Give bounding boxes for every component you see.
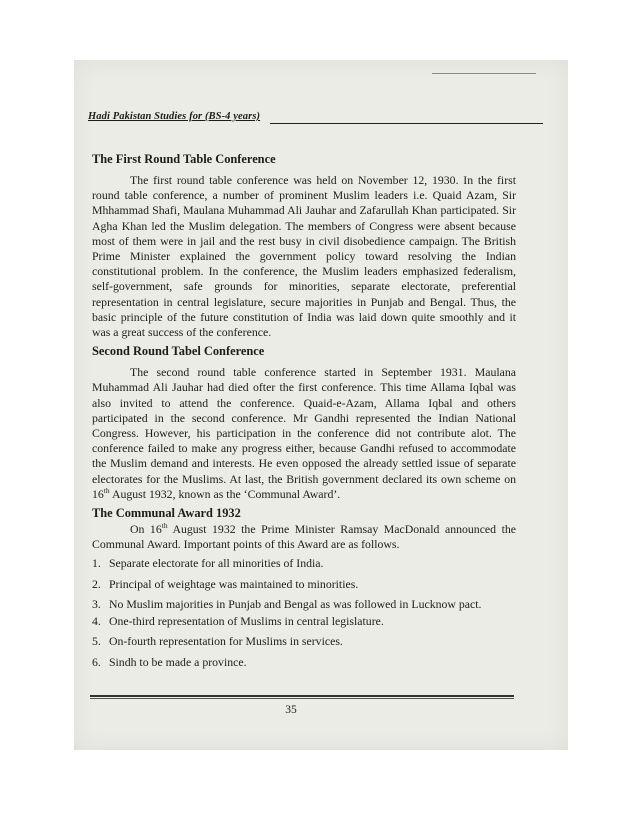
paragraph-second-rtc-part1: The second round table conference started in September 1931. Maulana Muhammad Ali Jauhar had died ofter the first conference. This time Allama Iqbal was also invited to attend the conference. Quaid-e-Azam, Allama Iqbal and others participated in the second conference. Mr Gandhi represented the Indian National Congress. However, his participation in the conference did not contribute alot. The conference failed to make any progress either, because Gandhi refused to accommodate the Muslim demand and interests. He even opposed the already settled issue of separate electorates for the Muslims. At last, the British government declared its own scheme on 16 [92, 365, 516, 501]
paragraph-second-rtc-part2: August 1932, known as the ‘Communal Award’. [109, 486, 341, 501]
running-title: Hadi Pakistan Studies for (BS-4 years) [88, 111, 261, 122]
ordinal-suffix: th [161, 521, 168, 531]
list-item [92, 577, 516, 593]
list-number: 6. [92, 654, 101, 669]
paragraph-communal-award-part1: On 16 [130, 522, 162, 537]
list-number: 4. [92, 613, 101, 628]
paragraph-communal-award [92, 522, 516, 552]
list-item [92, 655, 516, 671]
footer-rule [90, 695, 514, 699]
list-text: Sindh to be made a province. [108, 654, 247, 669]
list-number: 5. [92, 634, 101, 649]
award-points-list [92, 556, 516, 670]
header-rule [270, 123, 543, 124]
list-number: 3. [92, 597, 101, 612]
scan-artifact-line [432, 73, 536, 74]
list-text: Separate electorate for all minorities of India. [108, 556, 324, 571]
list-item [92, 597, 516, 613]
section-title-second-rtc: Second Round Tabel Conference [92, 344, 265, 359]
paragraph-first-rtc: The first round table conference was held on November 12, 1930. In the first round table conference, a number of prominent Muslim leaders i.e. Quaid Azam, Sir Mhhammad Shafi, Maulana Muhammad Ali Jauhar and Zafarullah Khan participated. Sir Agha Khan led the Muslim delegation. The members of Congress were absent because most of them were in jail and the rest busy in civil disobedience campaign. The British Prime Minister explained the government policy toward resolving the Indian constitutional problem. In the conference, the Muslim leaders emphasized federalism, self-government, safe grounds for minorities, separate electorate, preferential representation in central legislature, secure majorities in Punjab and Bengal. Thus, the basic principle of the future constitution of India was laid down quite smoothly and it was a great success of the conference. [92, 173, 516, 340]
section-title-communal-award: The Communal Award 1932 [92, 506, 241, 521]
ordinal-suffix: th [103, 485, 110, 495]
list-number: 1. [92, 556, 101, 571]
paragraph-communal-award-part2: August 1932 the Prime Minister Ramsay MacDonald announced the Communal Award. Important points of this Award are as follows. [92, 522, 516, 552]
list-text: One-third representation of Muslims in central legislature. [108, 613, 384, 628]
list-number: 2. [92, 576, 101, 591]
list-item [92, 556, 516, 572]
running-header [88, 111, 543, 129]
page-content [92, 152, 516, 675]
page-number: 35 [285, 704, 297, 716]
list-text: On-fourth representation for Muslims in services. [108, 634, 343, 649]
list-item [92, 614, 516, 630]
section-title-first-rtc: The First Round Table Conference [92, 152, 276, 166]
paragraph-second-rtc [92, 365, 516, 502]
list-item [92, 634, 516, 650]
list-text: Principal of weightage was maintained to minorities. [108, 576, 359, 591]
list-text: No Muslim majorities in Punjab and Bengal as was followed in Lucknow pact. [108, 597, 482, 612]
